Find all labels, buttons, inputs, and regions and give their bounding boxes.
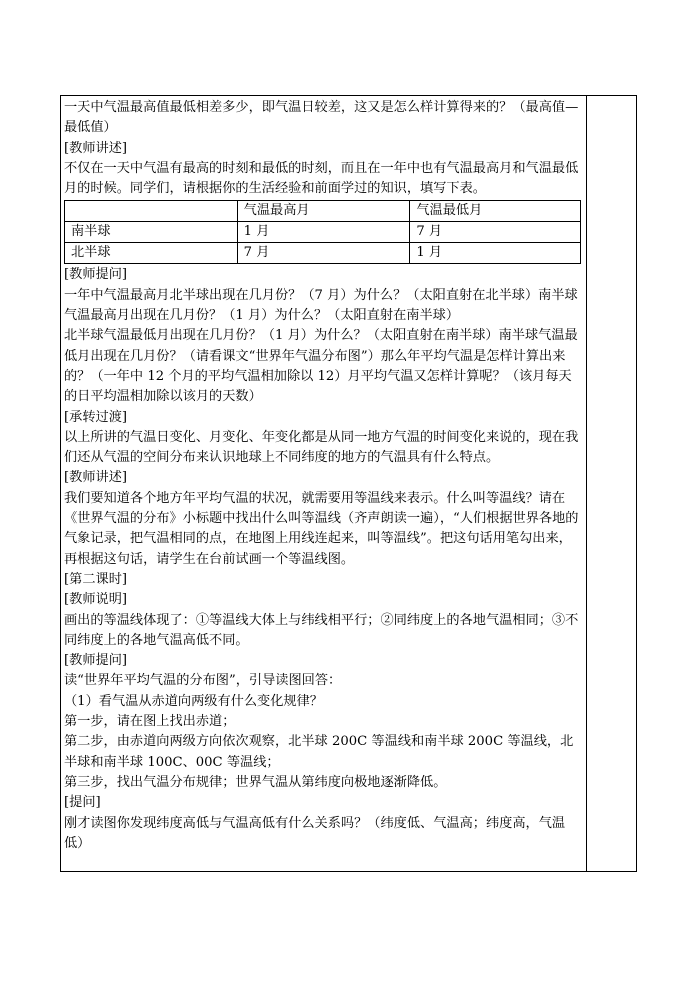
paragraph: （1）看气温从赤道向两级有什么变化规律？ bbox=[64, 693, 323, 709]
paragraph: 画出的等温线体现了：①等温线大体上与纬线相平行；②同纬度上的各地气温相同；③不同纬度上的各地气温高低不同。 bbox=[64, 612, 579, 648]
paragraph: 不仅在一天中气温有最高的时刻和最低的时刻，而且在一年中也有气温最高月和气温最低月的时候。同学们，请根据你的生活经验和前面学过的知识，填写下表。 bbox=[64, 160, 579, 197]
section-heading: [教师提问] bbox=[64, 653, 128, 669]
table-cell: 南半球 bbox=[65, 222, 238, 243]
section-heading: [教师讲述] bbox=[64, 140, 128, 156]
table-cell: 7 月 bbox=[237, 243, 410, 264]
lesson-content bbox=[64, 98, 582, 854]
temperature-month-table bbox=[64, 200, 581, 264]
paragraph: 第三步，找出气温分布规律；世界气温从第纬度向极地逐渐降低。 bbox=[64, 774, 447, 790]
section-heading: [承转过渡] bbox=[64, 409, 128, 425]
table-row bbox=[65, 243, 581, 264]
paragraph: 北半球气温最低月出现在几月份？（1 月）为什么？（太阳直射在南半球）南半球气温最低月出现在几月份？（请看课文“世界年气温分布图”）那么年平均气温是怎样计算出来的？（一年中 12 个月的平均气温相加除以 12）月平均气温又怎样计算呢？（该月每天的日平均温相加除以该月的天数） bbox=[64, 328, 578, 405]
table-header-cell: 气温最高月 bbox=[237, 201, 410, 222]
paragraph: 第一步，请在图上找出赤道； bbox=[64, 714, 236, 730]
table-cell: 1 月 bbox=[237, 222, 410, 243]
section-heading: [第二课时] bbox=[64, 571, 128, 587]
table-row bbox=[65, 222, 581, 243]
paragraph: 以上所讲的气温日变化、月变化、年变化都是从同一地方气温的时间变化来说的，现在我们还从气温的空间分布来认识地球上不同纬度的地方的气温具有什么特点。 bbox=[64, 429, 579, 466]
paragraph: 我们要知道各个地方年平均气温的状况，就需要用等温线来表示。什么叫等温线？请在《世界气温的分布》小标题中找出什么叫等温线（齐声朗读一遍），“人们根据世界各地的气象记录，把气温相同的点，在地图上用线连起来，叫等温线”。把这句话用笔勾出来，再根据这句话，请学生在台前试画一个等温线图。 bbox=[64, 490, 579, 567]
notes-column-divider bbox=[586, 95, 587, 872]
table-cell: 1 月 bbox=[410, 243, 581, 264]
paragraph: 一年中气温最高月北半球出现在几月份？（7 月）为什么？（太阳直射在北半球）南半球气温最高月出现在几月份？（1 月）为什么？（太阳直射在南半球） bbox=[64, 287, 578, 324]
section-heading: [教师讲述] bbox=[64, 470, 128, 486]
section-heading: [提问] bbox=[64, 795, 101, 811]
table-cell: 7 月 bbox=[410, 222, 581, 243]
paragraph: 第二步，由赤道向两级方向依次观察，北半球 200C 等温线和南半球 200C 等温线，北半球和南半球 100C、00C 等温线； bbox=[64, 734, 574, 770]
table-header-row bbox=[65, 201, 581, 222]
table-header-cell: 气温最低月 bbox=[410, 201, 581, 222]
table-cell: 北半球 bbox=[65, 243, 238, 264]
paragraph: 读“世界年平均气温的分布图”，引导读图回答： bbox=[64, 673, 342, 689]
paragraph: 刚才读图你发现纬度高低与气温高低有什么关系吗？（纬度低、气温高；纬度高，气温低） bbox=[64, 815, 566, 851]
section-heading: [教师说明] bbox=[64, 592, 128, 608]
table-header-cell bbox=[65, 201, 238, 222]
paragraph: 一天中气温最高值最低相差多少，即气温日较差，这又是怎么样计算得来的？（最高值—最低值） bbox=[64, 100, 579, 136]
section-heading: [教师提问] bbox=[64, 267, 128, 283]
